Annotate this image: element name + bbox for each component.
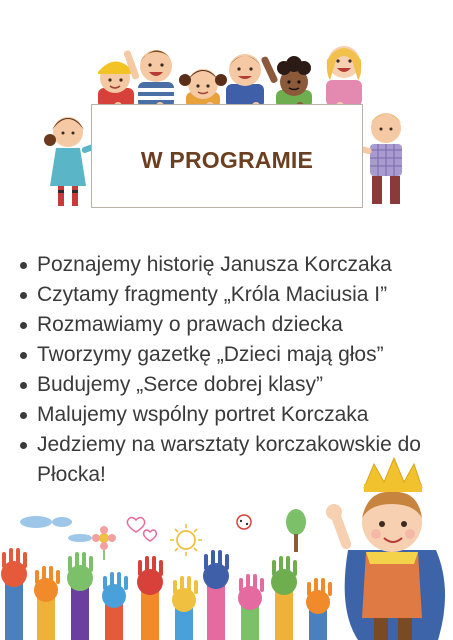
ladybug-doodle-icon: [237, 515, 251, 529]
child-king-illustration: [318, 440, 453, 640]
sun-doodle-icon: [170, 524, 202, 556]
list-item: Malujemy wspólny portret Korczaka: [16, 400, 453, 430]
bullet-icon: [20, 382, 27, 389]
list-item: Rozmawiamy o prawach dziecka: [16, 310, 453, 340]
kid-blue-shirt: [226, 54, 264, 108]
program-sign: [91, 104, 363, 208]
bullet-icon: [20, 262, 27, 269]
kid-pigtails: [179, 69, 227, 108]
list-item: Poznajemy historię Janusza Korczaka: [16, 250, 453, 280]
list-item: Czytamy fragmenty „Króla Maciusia I”: [16, 280, 453, 310]
bullet-icon: [20, 322, 27, 329]
kid-curly-hair: [260, 56, 312, 108]
list-item: Tworzymy gazetkę „Dzieci mają głos”: [16, 340, 453, 370]
painted-hands: [1, 548, 332, 640]
list-item-continuation: Płocka!: [37, 463, 106, 486]
bullet-icon: [20, 412, 27, 419]
page-title: W PROGRAMIE: [140, 147, 314, 173]
bullet-icon: [20, 292, 27, 299]
bullet-icon: [20, 442, 27, 449]
heart-doodle-icon: [127, 518, 156, 542]
kid-blonde: [326, 46, 362, 106]
cloud-doodle-icon: [20, 516, 92, 542]
tree-doodle-icon: [286, 509, 306, 552]
list-item: Jedziemy na warsztaty korczakowskie do: [16, 430, 453, 460]
bullet-icon: [20, 352, 27, 359]
flower-doodle-icon: [92, 526, 116, 560]
list-item: Budujemy „Serce dobrej klasy”: [16, 370, 453, 400]
